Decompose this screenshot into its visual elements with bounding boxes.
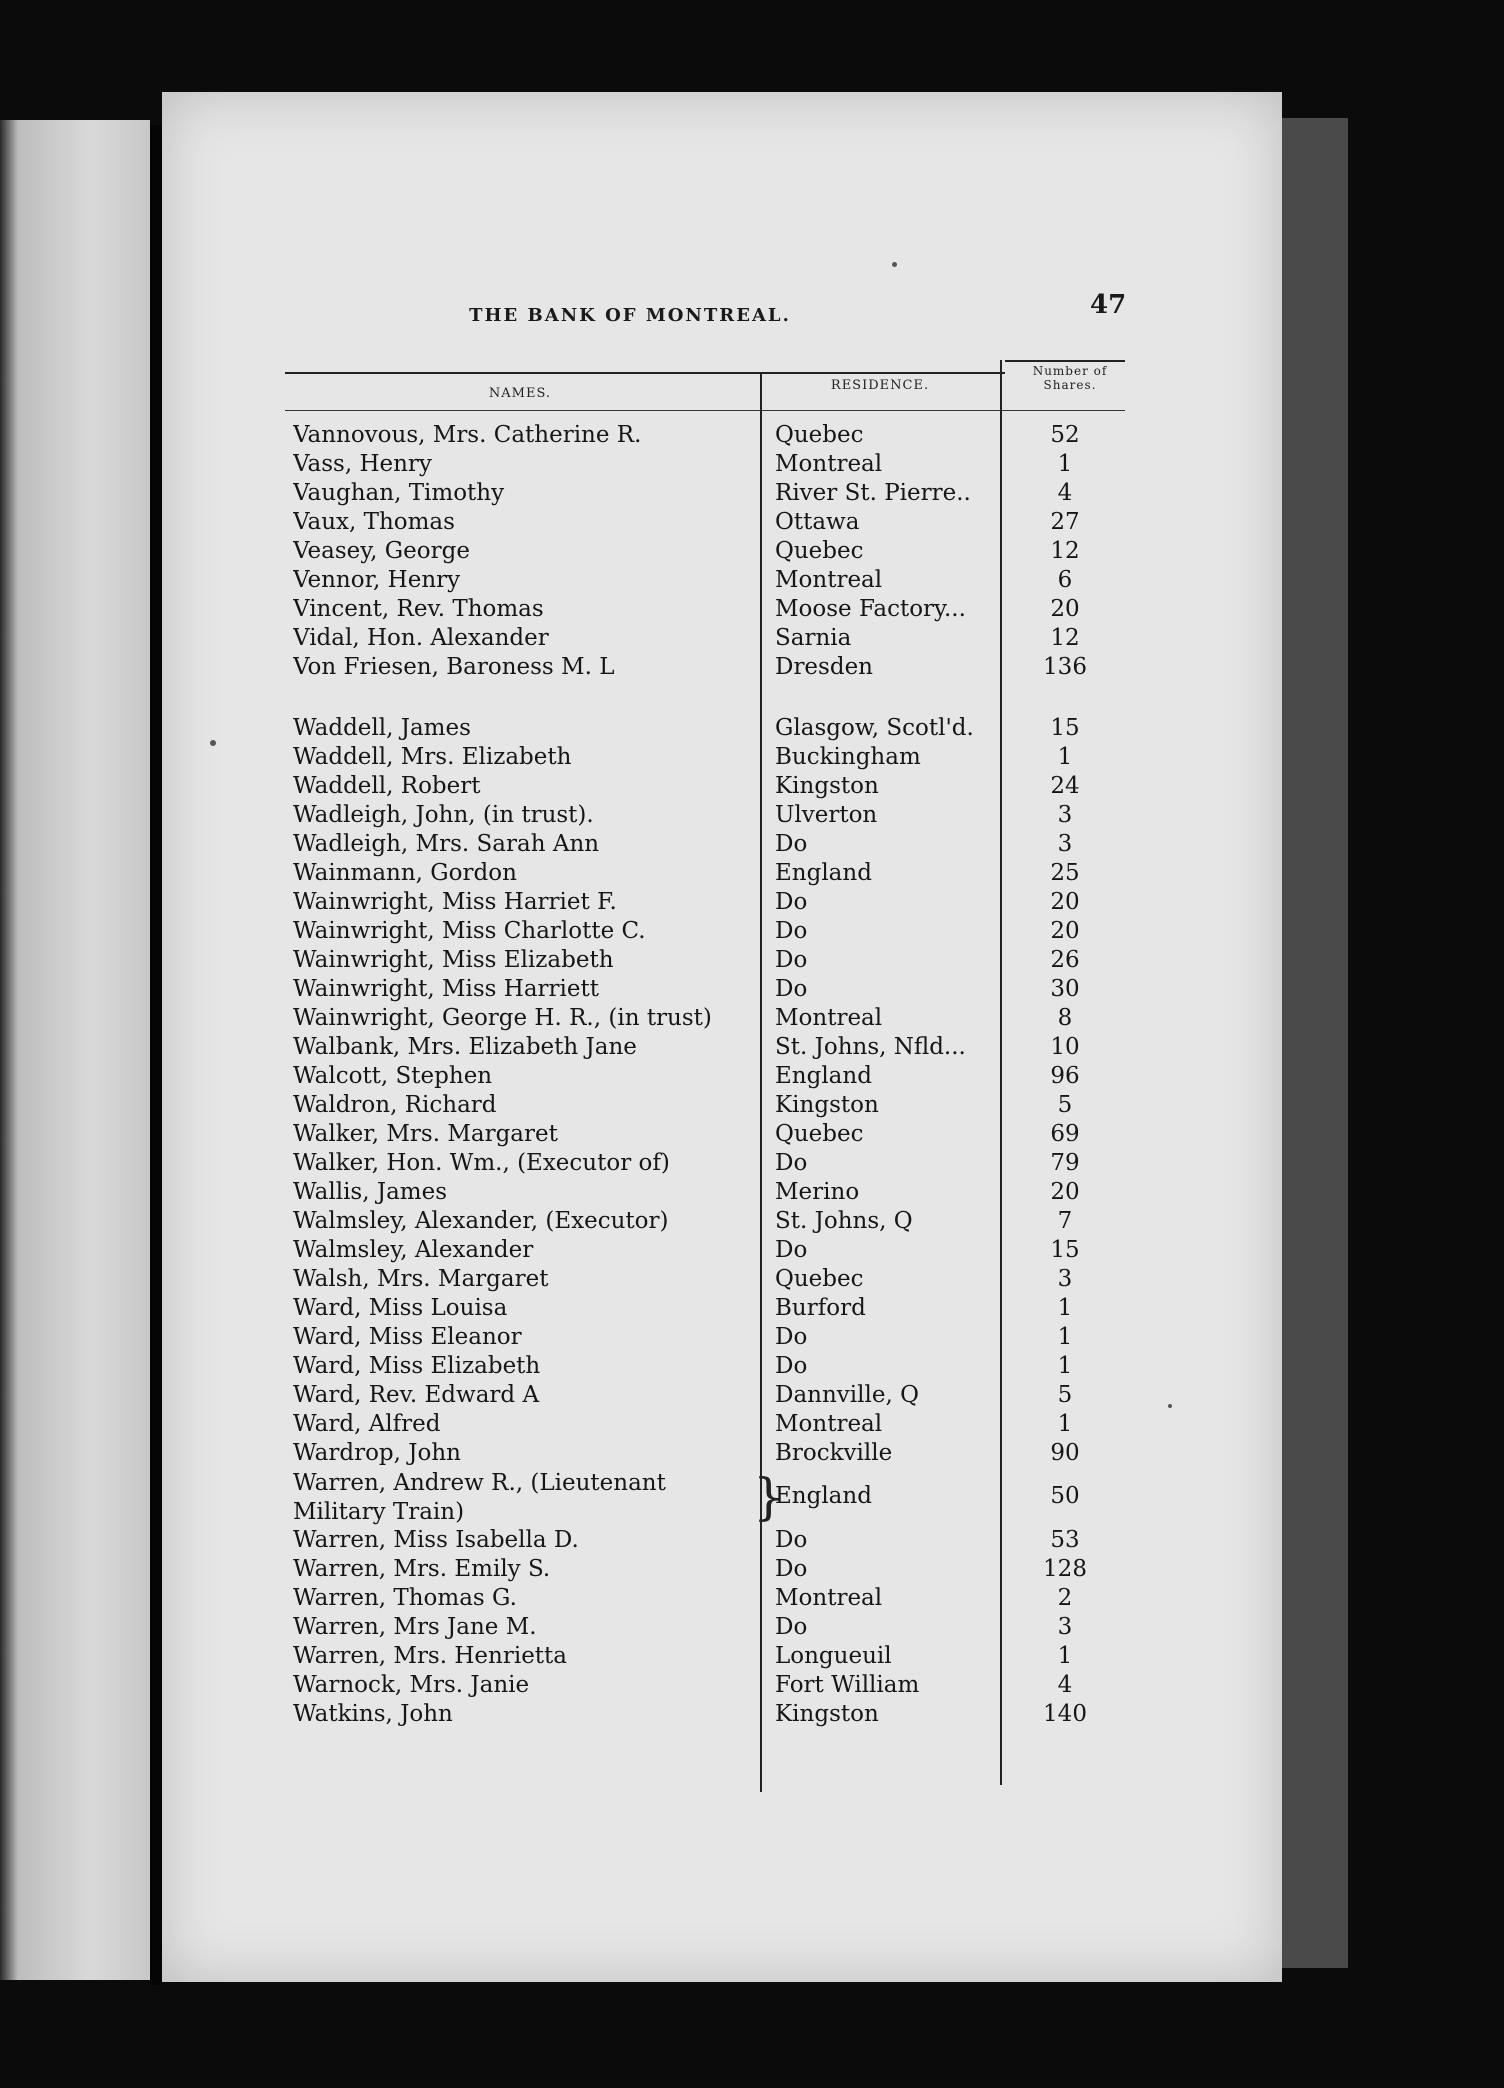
shareholder-name: Waddell, James xyxy=(293,715,471,741)
table-row xyxy=(285,1440,1125,1469)
table-row xyxy=(285,1353,1125,1382)
share-count: 30 xyxy=(1050,976,1080,1002)
shareholder-name: Warren, Andrew R., (Lieutenant Military Train) xyxy=(293,1470,666,1525)
paper-speck xyxy=(892,262,897,267)
table-row xyxy=(285,654,1125,683)
table-row xyxy=(285,1150,1125,1179)
table-row xyxy=(285,976,1125,1005)
shareholder-name: Vincent, Rev. Thomas xyxy=(293,596,544,622)
shareholder-name: Waldron, Richard xyxy=(293,1092,497,1118)
share-count: 15 xyxy=(1050,715,1080,741)
column-header-shares: Number of Shares. xyxy=(1032,364,1108,392)
shareholder-residence: Montreal xyxy=(775,567,883,593)
share-count: 53 xyxy=(1050,1527,1080,1553)
shareholder-name: Ward, Alfred xyxy=(293,1411,441,1437)
page-title: THE BANK OF MONTREAL. xyxy=(469,305,791,326)
shareholder-name: Vaughan, Timothy xyxy=(293,480,505,506)
shareholder-name: Ward, Miss Eleanor xyxy=(293,1324,522,1350)
shareholder-residence: Do xyxy=(775,976,808,1002)
shareholder-residence: Montreal xyxy=(775,1005,883,1031)
shareholder-name: Vennor, Henry xyxy=(293,567,461,593)
shareholder-residence: Kingston xyxy=(775,1701,879,1727)
table-row xyxy=(285,773,1125,802)
shareholder-name: Walker, Hon. Wm., (Executor of) xyxy=(293,1150,670,1176)
table-row xyxy=(285,509,1125,538)
shareholder-name: Wadleigh, John, (in trust). xyxy=(293,802,594,828)
table-row xyxy=(285,1179,1125,1208)
table-row xyxy=(285,451,1125,480)
table-row xyxy=(285,1266,1125,1295)
table-row xyxy=(285,1643,1125,1672)
share-count: 20 xyxy=(1050,918,1080,944)
table-row xyxy=(285,480,1125,509)
shareholder-name: Wainmann, Gordon xyxy=(293,860,517,886)
share-count: 12 xyxy=(1050,538,1080,564)
shareholder-residence: Montreal xyxy=(775,451,883,477)
shareholder-name: Vaux, Thomas xyxy=(293,509,455,535)
shareholder-name: Watkins, John xyxy=(293,1701,453,1727)
table-row xyxy=(285,802,1125,831)
share-count: 50 xyxy=(1050,1483,1080,1509)
share-count: 136 xyxy=(1043,654,1087,680)
share-count: 5 xyxy=(1057,1382,1073,1408)
share-count: 1 xyxy=(1057,1411,1073,1437)
table-row xyxy=(285,596,1125,625)
shareholder-residence: Longueuil xyxy=(775,1643,892,1669)
shareholder-name: Vannovous, Mrs. Catherine R. xyxy=(293,422,642,448)
shareholder-name: Wainwright, George H. R., (in trust) xyxy=(293,1005,712,1031)
share-count: 15 xyxy=(1050,1237,1080,1263)
shareholder-residence: Merino xyxy=(775,1179,860,1205)
table-row xyxy=(285,715,1125,744)
share-count: 25 xyxy=(1050,860,1080,886)
share-count: 20 xyxy=(1050,1179,1080,1205)
table-top-rule-shares xyxy=(1005,360,1125,362)
table-body xyxy=(285,422,1125,1730)
shareholder-name: Walsh, Mrs. Margaret xyxy=(293,1266,549,1292)
share-count: 12 xyxy=(1050,625,1080,651)
shareholder-name: Walker, Mrs. Margaret xyxy=(293,1121,558,1147)
shareholder-residence: Do xyxy=(775,1237,808,1263)
share-count: 3 xyxy=(1057,831,1073,857)
shareholder-name: Warren, Mrs. Henrietta xyxy=(293,1643,568,1669)
column-header-residence: RESIDENCE. xyxy=(830,378,930,393)
table-row xyxy=(285,1208,1125,1237)
table-row xyxy=(285,1121,1125,1150)
share-count: 20 xyxy=(1050,596,1080,622)
shareholder-name: Wardrop, John xyxy=(293,1440,461,1466)
shareholder-residence: Do xyxy=(775,1556,808,1582)
share-count: 1 xyxy=(1057,1353,1073,1379)
table-row xyxy=(285,831,1125,860)
share-count: 140 xyxy=(1043,1701,1087,1727)
shareholder-residence: Buckingham xyxy=(775,744,921,770)
share-count: 5 xyxy=(1057,1092,1073,1118)
shareholder-name: Ward, Miss Elizabeth xyxy=(293,1353,541,1379)
left-page-edge xyxy=(0,120,150,1980)
shareholder-name: Warren, Miss Isabella D. xyxy=(293,1527,579,1553)
table-row xyxy=(285,1701,1125,1730)
table-row xyxy=(285,1063,1125,1092)
shareholder-name: Vidal, Hon. Alexander xyxy=(293,625,549,651)
shareholder-residence: Ottawa xyxy=(775,509,860,535)
table-row xyxy=(285,744,1125,773)
shareholder-name: Wainwright, Miss Charlotte C. xyxy=(293,918,646,944)
shareholder-residence: Quebec xyxy=(775,1266,864,1292)
table-row xyxy=(285,1382,1125,1411)
table-row xyxy=(285,1237,1125,1266)
shareholder-residence: Burford xyxy=(775,1295,866,1321)
table-row xyxy=(285,1324,1125,1353)
table-row xyxy=(285,538,1125,567)
shareholder-name: Walmsley, Alexander, (Executor) xyxy=(293,1208,669,1234)
table-row xyxy=(285,1527,1125,1556)
shareholder-residence: England xyxy=(775,1483,872,1509)
shareholder-name: Vass, Henry xyxy=(293,451,432,477)
column-header-names: NAMES. xyxy=(488,386,552,401)
table-row xyxy=(285,1034,1125,1063)
share-count: 27 xyxy=(1050,509,1080,535)
page-number: 47 xyxy=(1090,290,1127,320)
shareholder-residence: Ulverton xyxy=(775,802,878,828)
shareholder-residence: Do xyxy=(775,1614,808,1640)
shareholder-residence: Do xyxy=(775,1150,808,1176)
shareholder-name: Warnock, Mrs. Janie xyxy=(293,1672,530,1698)
share-count: 1 xyxy=(1057,1643,1073,1669)
share-count: 128 xyxy=(1043,1556,1087,1582)
share-count: 1 xyxy=(1057,1295,1073,1321)
shareholder-name: Waddell, Mrs. Elizabeth xyxy=(293,744,572,770)
shareholder-residence: Dannville, Q xyxy=(775,1382,919,1408)
shareholder-name: Wadleigh, Mrs. Sarah Ann xyxy=(293,831,600,857)
table-row xyxy=(285,625,1125,654)
share-count: 6 xyxy=(1057,567,1073,593)
share-count: 3 xyxy=(1057,802,1073,828)
table-row xyxy=(285,567,1125,596)
table-row xyxy=(285,1005,1125,1034)
shareholder-residence: Do xyxy=(775,831,808,857)
shareholder-residence: Kingston xyxy=(775,773,879,799)
shareholder-residence: Sarnia xyxy=(775,625,852,651)
book-gutter xyxy=(150,125,162,1985)
share-count: 96 xyxy=(1050,1063,1080,1089)
table-row xyxy=(285,1411,1125,1440)
share-count: 3 xyxy=(1057,1266,1073,1292)
shareholder-residence: Montreal xyxy=(775,1411,883,1437)
table-row xyxy=(285,947,1125,976)
shareholder-residence: Moose Factory... xyxy=(775,596,966,622)
shareholder-residence: Kingston xyxy=(775,1092,879,1118)
table-row xyxy=(285,1672,1125,1701)
share-count: 1 xyxy=(1057,744,1073,770)
shareholder-table xyxy=(285,360,1125,1770)
share-count: 90 xyxy=(1050,1440,1080,1466)
table-top-rule xyxy=(285,372,1005,374)
shareholder-residence: Quebec xyxy=(775,538,864,564)
shareholder-residence: St. Johns, Nfld... xyxy=(775,1034,966,1060)
brace-glyph: } xyxy=(753,1468,785,1526)
share-count: 10 xyxy=(1050,1034,1080,1060)
share-count: 24 xyxy=(1050,773,1080,799)
shareholder-name: Von Friesen, Baroness M. L xyxy=(293,654,615,680)
shareholder-name: Wainwright, Miss Elizabeth xyxy=(293,947,614,973)
shareholder-residence: Do xyxy=(775,1353,808,1379)
paper-speck xyxy=(210,740,216,746)
shareholder-residence: Do xyxy=(775,1324,808,1350)
shareholder-residence: England xyxy=(775,1063,872,1089)
share-count: 26 xyxy=(1050,947,1080,973)
shareholder-name: Walmsley, Alexander xyxy=(293,1237,534,1263)
share-count: 20 xyxy=(1050,889,1080,915)
table-header-rule xyxy=(285,410,1125,411)
shareholder-residence: Quebec xyxy=(775,422,864,448)
table-row xyxy=(285,1469,1125,1527)
share-count: 1 xyxy=(1057,1324,1073,1350)
table-row xyxy=(285,860,1125,889)
share-count: 2 xyxy=(1057,1585,1073,1611)
shareholder-residence: Do xyxy=(775,918,808,944)
table-row xyxy=(285,1585,1125,1614)
shareholder-residence: Montreal xyxy=(775,1585,883,1611)
shareholder-residence: Do xyxy=(775,889,808,915)
share-count: 52 xyxy=(1050,422,1080,448)
shareholder-name: Warren, Mrs Jane M. xyxy=(293,1614,537,1640)
share-count: 7 xyxy=(1057,1208,1073,1234)
shareholder-name: Warren, Mrs. Emily S. xyxy=(293,1556,551,1582)
table-row xyxy=(285,422,1125,451)
shareholder-name: Wallis, James xyxy=(293,1179,448,1205)
shareholder-residence: Do xyxy=(775,947,808,973)
shareholder-name: Waddell, Robert xyxy=(293,773,481,799)
share-count: 4 xyxy=(1057,480,1073,506)
table-row xyxy=(285,1556,1125,1585)
share-count: 1 xyxy=(1057,451,1073,477)
shareholder-name: Wainwright, Miss Harriett xyxy=(293,976,599,1002)
table-row xyxy=(285,1295,1125,1324)
shareholder-residence: Quebec xyxy=(775,1121,864,1147)
table-row xyxy=(285,889,1125,918)
paper-speck xyxy=(1168,1404,1172,1408)
shareholder-name: Veasey, George xyxy=(293,538,470,564)
table-row xyxy=(285,1614,1125,1643)
shareholder-name: Warren, Thomas G. xyxy=(293,1585,517,1611)
table-row xyxy=(285,918,1125,947)
shareholder-residence: River St. Pierre.. xyxy=(775,480,971,506)
share-count: 79 xyxy=(1050,1150,1080,1176)
shareholder-name: Ward, Rev. Edward A xyxy=(293,1382,540,1408)
shareholder-residence: Glasgow, Scotl'd. xyxy=(775,715,974,741)
shareholder-residence: St. Johns, Q xyxy=(775,1208,913,1234)
share-count: 8 xyxy=(1057,1005,1073,1031)
shareholder-name: Walcott, Stephen xyxy=(293,1063,493,1089)
share-count: 4 xyxy=(1057,1672,1073,1698)
shareholder-name: Ward, Miss Louisa xyxy=(293,1295,508,1321)
shareholder-residence: Brockville xyxy=(775,1440,893,1466)
shareholder-residence: Dresden xyxy=(775,654,873,680)
shareholder-residence: Do xyxy=(775,1527,808,1553)
shareholder-residence: Fort William xyxy=(775,1672,920,1698)
shareholder-residence: England xyxy=(775,860,872,886)
shareholder-name: Walbank, Mrs. Elizabeth Jane xyxy=(293,1034,637,1060)
share-count: 3 xyxy=(1057,1614,1073,1640)
section-gap xyxy=(285,683,1125,715)
share-count: 69 xyxy=(1050,1121,1080,1147)
shareholder-name: Wainwright, Miss Harriet F. xyxy=(293,889,617,915)
table-row xyxy=(285,1092,1125,1121)
